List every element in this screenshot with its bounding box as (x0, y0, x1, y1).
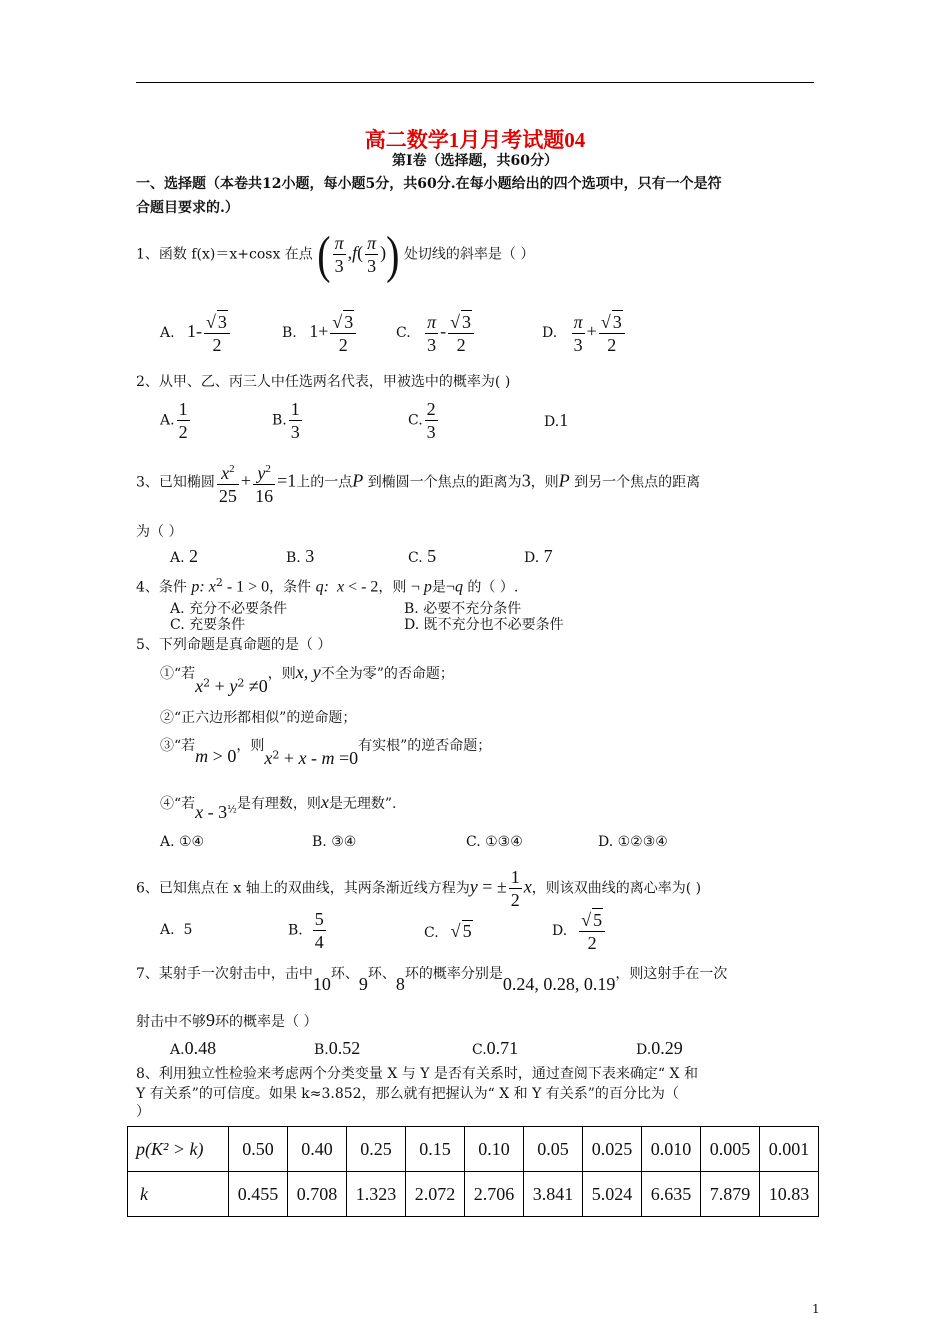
q1-stem-post: 处切线的斜率是（ ） (403, 246, 535, 263)
table-cell: 0.10 (465, 1127, 524, 1172)
question-8-line2: Y 有关系”的可信度。如果 k≈3.852，那么就有把握认为“ X 和 Y 有关系”的百分比为（ (136, 1086, 679, 1102)
q1-stem-pre: 1、函数 f(x)＝x+cosx 在点 (136, 246, 313, 263)
q6-option-c: C. √ 5 (424, 921, 472, 941)
q7-option-a: A.0.48 (170, 1038, 217, 1058)
q3-stem-line2: 为（ ） (136, 524, 183, 540)
q4-option-a: A. 充分不必要条件 (170, 601, 288, 617)
question-4: 4、条件 p: $x^2 - 1 > 0$，条件 q: x < - 2，则 ¬ p是¬q 的（ ）. (136, 576, 519, 596)
question-8-line1: 8、利用独立性检验来考虑两个分类变量 X 与 Y 是否有关系时，通过查阅下表来确定“ X 和 (136, 1066, 698, 1082)
q7-option-d: D.0.29 (636, 1038, 683, 1058)
q2-option-d: D.1 (544, 410, 569, 430)
table-cell: 0.25 (347, 1127, 406, 1172)
q2-option-b: B. $\frac{1}{3}$ (272, 399, 300, 442)
q5-item-4: ④“若x - $3^{\frac{1}{2}}$是有理数，则x是无理数”. (160, 792, 397, 822)
q6-option-d: D. $\frac{√ 5}{2}$ (552, 908, 607, 954)
table-cell: 1.323 (347, 1172, 406, 1217)
q1-option-a: A. 1- $\frac{√ 3}{2}$ (160, 310, 232, 356)
q2-option-c: C. $\frac{2}{3}$ (408, 399, 436, 442)
q7-stem-line2: 射击中不够9环的概率是（ ） (136, 1010, 318, 1030)
q3-option-a: A. 2 (170, 546, 199, 566)
q3-option-b: B. 3 (286, 546, 315, 566)
table-cell: 0.001 (760, 1127, 819, 1172)
table-row (128, 1127, 819, 1172)
question-3: 3、已知椭圆 $\frac{x^2}{25}$ + $\frac{y^2}{16}$ =1上的一点P 到椭圆一个焦点的距离为3，则P 到另一个焦点的距离 (136, 458, 700, 507)
q5-item-3: ③“若m > 0，则$x^2 + x - m =0$有实根”的逆否命题； (160, 738, 492, 768)
table-cell: 0.50 (229, 1127, 288, 1172)
question-1: 1、函数 f(x)＝x+cosx 在点 ( $\frac{\pi}{3}$ ,f( $\frac{\pi}{3}$ )) 处切线的斜率是（ ） (136, 224, 535, 284)
table-cell: 0.005 (701, 1127, 760, 1172)
q5-item-1: ①“若$x^2 + y^2 \ne 0$，则x, y不全为零”的否命题； (160, 662, 454, 696)
table-cell: 0.15 (406, 1127, 465, 1172)
q5-option-b: B. ③④ (312, 834, 357, 850)
table-cell: 0.455 (229, 1172, 288, 1217)
q5-item-2: ②“正六边形都相似”的逆命题； (160, 710, 357, 726)
q5-option-c: C. ①③④ (466, 834, 523, 850)
q6-option-b: B. $\frac{5}{4}$ (288, 909, 324, 952)
question-8-line3: ） (136, 1104, 150, 1120)
page-title: 高二数学1月月考试题04 (364, 128, 586, 152)
critical-value-table (127, 1126, 819, 1217)
q4-option-c: C. 充要条件 (170, 617, 246, 633)
page-number: 1 (812, 1302, 820, 1316)
table-cell: 0.025 (583, 1127, 642, 1172)
table-cell: 0.010 (642, 1127, 701, 1172)
question-2: 2、从甲、乙、丙三人中任选两名代表，甲被选中的概率为( ) (136, 374, 511, 390)
q7-option-c: C.0.71 (472, 1038, 519, 1058)
question-5: 5、下列命题是真命题的是（ ） (136, 637, 332, 653)
table-cell: 0.05 (524, 1127, 583, 1172)
header-rule (136, 82, 814, 83)
q2-option-a: A. $\frac{1}{2}$ (160, 399, 188, 442)
table-header-cell: k (128, 1172, 229, 1217)
q7-option-b: B.0.52 (314, 1038, 361, 1058)
q1-option-b: B. 1+ $\frac{√ 3}{2}$ (282, 310, 358, 356)
table-cell: 0.40 (288, 1127, 347, 1172)
q1-option-d: D. $\frac{\pi}{3}$ + $\frac{√ 3}{2}$ (542, 310, 627, 356)
table-cell: 2.072 (406, 1172, 465, 1217)
table-cell: 5.024 (583, 1172, 642, 1217)
table-cell: 6.635 (642, 1172, 701, 1217)
q3-option-c: C. 5 (408, 546, 437, 566)
table-cell: 0.708 (288, 1172, 347, 1217)
section-heading-line1: 一、选择题（本卷共12小题，每小题5分，共60分.在每小题给出的四个选项中，只有一个是符 (136, 176, 722, 192)
table-header-cell: p(K² > k) (128, 1127, 229, 1172)
question-7: 7、某射手一次射击中，击中10环、9环、8环的概率分别是0.24, 0.28, 0.19，则这射手在一次 (136, 966, 728, 994)
table-cell: 10.83 (760, 1172, 819, 1217)
table-cell: 3.841 (524, 1172, 583, 1217)
q3-option-d: D. 7 (524, 546, 553, 566)
q4-option-b: B. 必要不充分条件 (404, 601, 522, 617)
section-heading-line2: 合题目要求的.） (136, 200, 239, 216)
q5-option-a: A. ①④ (160, 834, 205, 850)
table-cell: 2.706 (465, 1172, 524, 1217)
page-subtitle: 第Ⅰ卷（选择题，共60分） (391, 153, 559, 169)
table-cell: 7.879 (701, 1172, 760, 1217)
table-row (128, 1172, 819, 1217)
q6-option-a: A. 5 (160, 922, 193, 938)
q4-option-d: D. 既不充分也不必要条件 (404, 617, 564, 633)
question-6: 6、已知焦点在 x 轴上的双曲线，其两条渐近线方程为y = ± $\frac{1}{2}$ x，则该双曲线的离心率为( ) (136, 867, 702, 910)
q1-option-c: C. $\frac{\pi}{3}$ - $\frac{√ 3}{2}$ (396, 310, 476, 356)
q5-option-d: D. ①②③④ (598, 834, 668, 850)
